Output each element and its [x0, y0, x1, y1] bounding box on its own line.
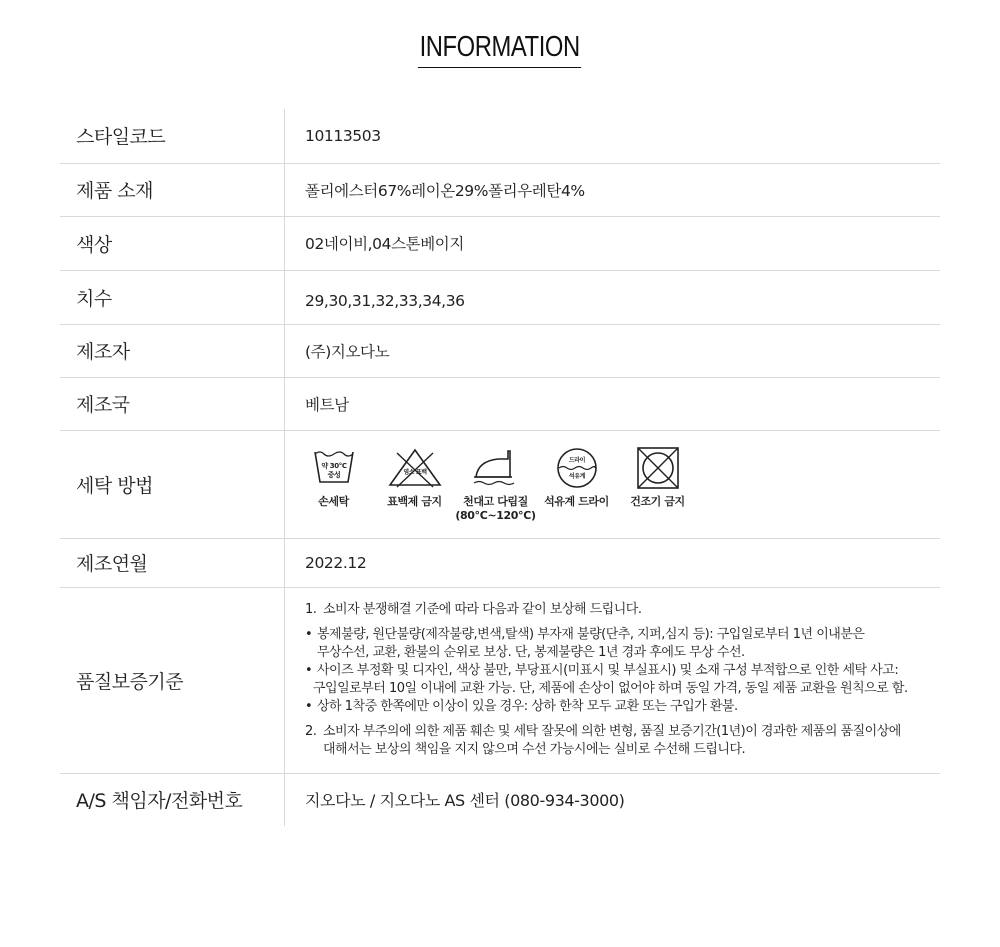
care-hand-wash [293, 447, 374, 509]
heading-wrap [0, 28, 1000, 68]
row-maker [60, 324, 940, 377]
value-maker: (주)지오다노 [285, 324, 941, 377]
quality-item-1-text: 소비자 분쟁해결 기준에 따라 다음과 같이 보상해 드립니다. [323, 602, 642, 617]
care-symbols [293, 447, 940, 523]
quality-bullet-3-line1: 상하 1착중 한쪽에만 이상이 있을 경우: 상하 한착 모두 교환 또는 구입가 환불. [317, 699, 738, 714]
label-size: 치수 [60, 270, 285, 324]
row-country [60, 377, 940, 430]
quality-bullet [305, 626, 940, 662]
dry-clean-text: 드라이 [568, 457, 585, 464]
quality-item-1-number: 1. [305, 602, 317, 617]
iron-icon [468, 447, 524, 489]
row-quality [60, 587, 940, 773]
care-caption-no-bleach: 표백제 금지 [387, 495, 442, 508]
value-washing [285, 430, 941, 538]
quality-item-2-line1: 소비자 부주의에 의한 제품 훼손 및 세탁 잘못에 의한 변형, 품질 보증기간(1년)이 경과한 제품의 품질이상에 [323, 724, 901, 739]
row-color [60, 216, 940, 270]
value-as: 지오다노 / 지오다노 AS 센터 (080-934-3000) [305, 791, 625, 811]
label-maker: 제조자 [60, 324, 285, 377]
bullet-mark: • [305, 627, 313, 642]
row-as [60, 773, 940, 826]
label-quality: 품질보증기준 [60, 587, 285, 773]
dry-clean-icon [553, 447, 601, 489]
no-tumble-dry-icon [635, 447, 681, 489]
care-caption-no-tumble-dry: 건조기 금지 [630, 495, 685, 508]
row-washing [60, 430, 940, 538]
no-bleach-text: 염소 표백 [402, 469, 427, 476]
row-style-code [60, 109, 940, 163]
care-no-bleach [374, 447, 455, 509]
hand-wash-icon [312, 447, 356, 489]
care-iron [455, 447, 536, 523]
quality-item-2-number: 2. [305, 724, 317, 739]
label-color: 색상 [60, 216, 285, 270]
label-style-code: 스타일코드 [60, 109, 285, 163]
care-caption-dry-clean: 석유계 드라이 [544, 495, 609, 508]
care-no-tumble-dry [617, 447, 698, 509]
quality-bullet-1-line1: 봉제불량, 원단불량(제작불량,변색,탈색) 부자재 불량(단추, 지퍼,심지 등): 구입일로부터 1년 이내분은 [317, 627, 865, 642]
value-material: 폴리에스터67%레이온29%폴리우레탄4% [285, 163, 941, 216]
bullet-mark: • [305, 699, 313, 714]
quality-item-2-line2: 대해서는 보상의 책임을 지지 않으며 수선 가능시에는 실비로 수선해 드립니다. [323, 742, 746, 757]
label-material: 제품 소재 [60, 163, 285, 216]
value-quality [285, 587, 941, 773]
hand-wash-detergent: 중성 [327, 471, 340, 479]
row-material [60, 163, 940, 216]
quality-item-1 [305, 601, 940, 619]
quality-bullet [305, 662, 940, 698]
bullet-mark: • [305, 663, 313, 678]
value-date: 2022.12 [285, 538, 941, 587]
quality-bullet [305, 698, 940, 716]
care-caption-hand-wash: 손세탁 [318, 495, 349, 508]
care-caption-iron: 천대고 다림질 [463, 495, 528, 508]
row-size [60, 270, 940, 324]
label-as: A/S 책임자/전화번호 [60, 773, 285, 826]
product-info-table [60, 109, 940, 826]
page-title: INFORMATION [418, 28, 581, 68]
label-date: 제조연월 [60, 538, 285, 587]
quality-item-2 [305, 723, 940, 759]
row-date [60, 538, 940, 587]
quality-bullet-2-line1: 사이즈 부정확 및 디자인, 색상 불만, 부당표시(미표시 및 부실표시) 및 소재 구성 부적합으로 인한 세탁 사고: [317, 663, 899, 678]
value-country: 베트남 [285, 377, 941, 430]
no-bleach-icon [387, 447, 443, 489]
value-color: 02네이비,04스톤베이지 [285, 216, 941, 270]
dry-clean-solvent: 석유계 [568, 473, 585, 480]
quality-bullet-2-line2: 구입일로부터 10일 이내에 교환 가능. 단, 제품에 손상이 없어야 하며 동일 가격, 동일 제품 교환을 원칙으로 함. [313, 681, 908, 696]
care-sub-iron: (80℃~120℃) [455, 509, 536, 522]
value-style-code: 10113503 [285, 109, 941, 163]
label-washing: 세탁 방법 [60, 430, 285, 538]
quality-text [305, 601, 940, 759]
care-dry-clean [536, 447, 617, 509]
quality-bullet-1-line2: 무상수선, 교환, 환불의 순위로 보상. 단, 봉제불량은 1년 경과 후에도 무상 수선. [317, 645, 745, 660]
value-size: 29,30,31,32,33,34,36 [285, 270, 941, 324]
label-country: 제조국 [60, 377, 285, 430]
hand-wash-temp: 약 30°C [320, 462, 347, 470]
